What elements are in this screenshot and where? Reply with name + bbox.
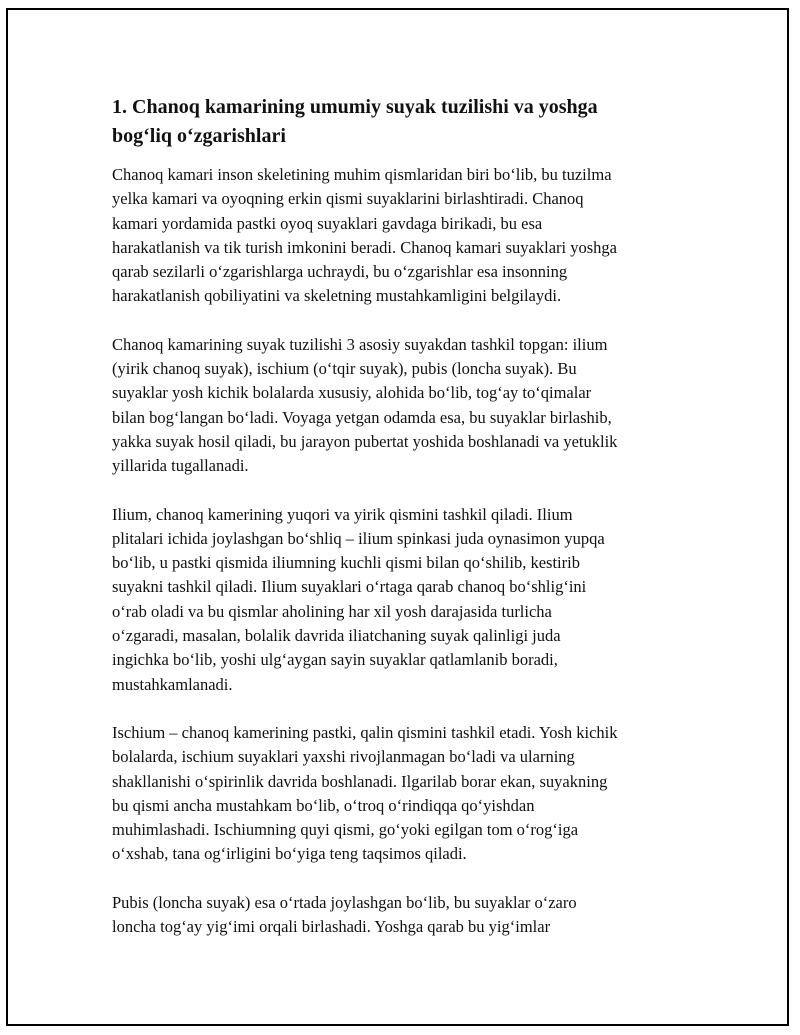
text-line: suyakni tashkil qiladi. Ilium suyaklari o‘rtaga qarab chanoq bo‘shlig‘ini xyxy=(112,577,587,597)
text-line: kamari yordamida pastki oyoq suyaklari gavdaga birikadi, bu esa xyxy=(112,213,543,233)
text-line: Chanoq kamarining suyak tuzilishi 3 asosiy suyakdan tashkil topgan: ilium xyxy=(112,334,608,354)
text-line: yillarida tugallanadi. xyxy=(112,456,249,476)
paragraph-2 xyxy=(110,333,690,479)
heading-line: 1. Chanoq kamarining umumiy suyak tuzilishi va yoshga xyxy=(112,96,598,118)
text-line: yelka kamari va oyoqning erkin qismi suyaklarini birlashtiradi. Chanoq xyxy=(112,189,584,209)
document-content xyxy=(110,93,690,963)
text-line: ingichka bo‘lib, yoshi ulg‘aygan sayin suyaklar qatlamlanib boradi, xyxy=(112,650,558,670)
paragraph-4 xyxy=(110,721,690,867)
text-line: plitalari ichida joylashgan bo‘shliq – ilium spinkasi juda oynasimon yupqa xyxy=(112,528,605,548)
text-line: (yirik chanoq suyak), ischium (o‘tqir suyak), pubis (loncha suyak). Bu xyxy=(112,359,577,379)
text-line: Chanoq kamari inson skeletining muhim qismlaridan biri bo‘lib, bu tuzilma xyxy=(112,165,612,184)
text-line: harakatlanish va tik turish imkonini beradi. Chanoq kamari suyaklari yoshga xyxy=(112,237,617,257)
paragraph-3 xyxy=(110,503,690,697)
text-line: o‘rab oladi va bu qismlar aholining har xil yosh darajasida turlicha xyxy=(112,601,552,621)
text-line: bo‘lib, u pastki qismida iliumning kuchli qismi bilan qo‘shilib, kestirib xyxy=(112,553,580,573)
text-line: muhimlashadi. Ischiumning quyi qismi, go‘yoki egilgan tom o‘rog‘iga xyxy=(112,820,579,840)
text-line: o‘xshab, tana og‘irligini bo‘yiga teng taqsimos qiladi. xyxy=(112,844,467,864)
text-line: Ilium, chanoq kamerining yuqori va yirik qismini tashkil qiladi. Ilium xyxy=(112,504,573,524)
section-heading xyxy=(110,93,690,151)
paragraph-1 xyxy=(110,163,690,309)
text-line: suyaklar yosh kichik bolalarda xususiy, alohida bo‘lib, tog‘ay to‘qimalar xyxy=(112,383,592,403)
text-line: loncha tog‘ay yig‘imi orqali birlashadi. Yoshga qarab bu yig‘imlar xyxy=(112,917,551,937)
text-line: bolalarda, ischium suyaklari yaxshi rivojlanmagan bo‘ladi va ularning xyxy=(112,747,575,767)
paragraph-5 xyxy=(110,891,690,940)
text-line: yakka suyak hosil qiladi, bu jarayon pubertat yoshida boshlanadi va yetuklik xyxy=(112,431,618,451)
text-line: bu qismi ancha mustahkam bo‘lib, o‘troq o‘rindiqqa qo‘yishdan xyxy=(112,795,535,815)
text-line: o‘zgaradi, masalan, bolalik davrida iliatchaning suyak qalinligi juda xyxy=(112,626,561,646)
heading-line: bog‘liq o‘zgarishlari xyxy=(112,125,286,147)
text-line: Pubis (loncha suyak) esa o‘rtada joylashgan bo‘lib, bu suyaklar o‘zaro xyxy=(112,892,577,912)
text-line: bilan bog‘langan bo‘ladi. Voyaga yetgan odamda esa, bu suyaklar birlashib, xyxy=(112,407,612,427)
text-line: mustahkamlanadi. xyxy=(112,674,233,694)
text-line: harakatlanish qobiliyatini va skeletning mustahkamligini belgilaydi. xyxy=(112,286,562,306)
text-line: shakllanishi o‘spirinlik davrida boshlanadi. Ilgarilab borar ekan, suyakning xyxy=(112,771,608,791)
text-line: qarab sezilarli o‘zgarishlarga uchraydi, bu o‘zgarishlar esa insonning xyxy=(112,262,568,282)
text-line: Ischium – chanoq kamerining pastki, qalin qismini tashkil etadi. Yosh kichik xyxy=(112,722,618,742)
